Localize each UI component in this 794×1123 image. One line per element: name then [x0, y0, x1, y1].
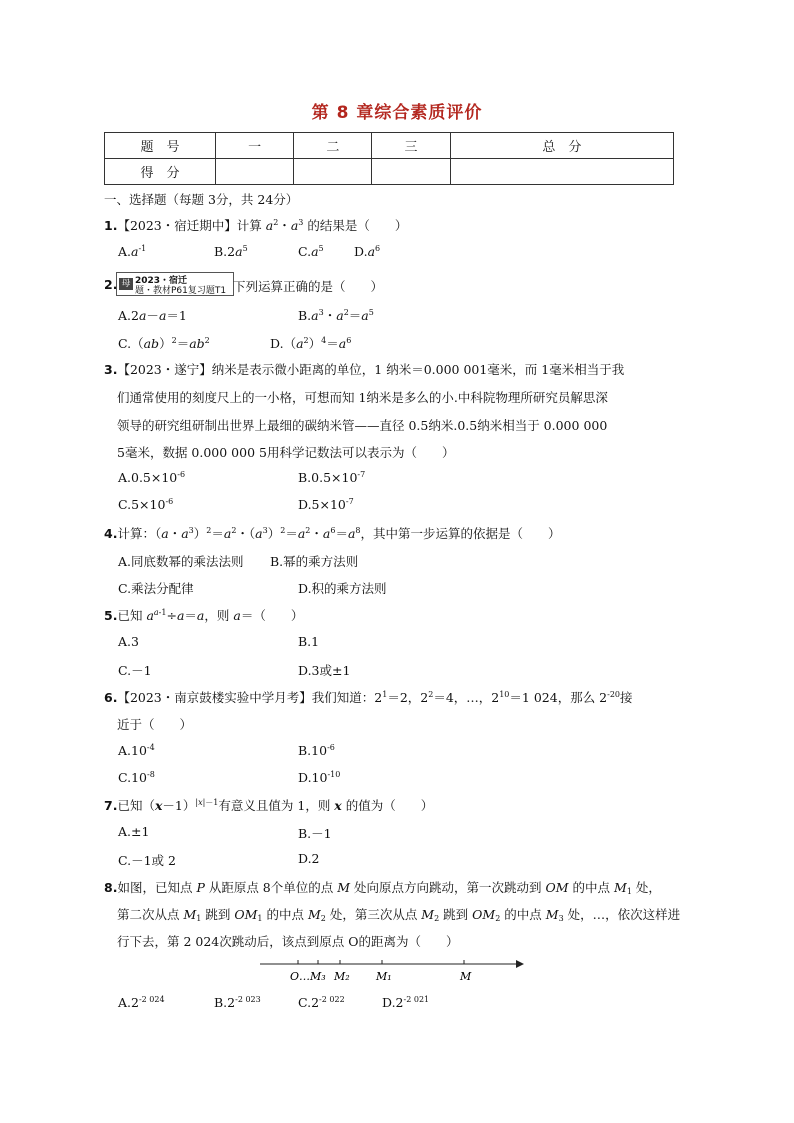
score-cell[interactable]: [450, 159, 673, 185]
question-8-line: 第二次从点 $M_1$ 跳到 $OM_1$ 的中点 $M_2$ 处，第三次从点 $M_2$ 跳到 $OM_2$ 的中点 $M_3$ 处，…，依次这样进: [117, 907, 681, 923]
option-c: C.－1或 2: [118, 853, 176, 868]
option-a: $A.a^{-1}$: [118, 244, 147, 259]
option-b: $B.10^{-6}$: [298, 743, 335, 758]
option-c: $C.5\times 10^{-6}$: [118, 497, 174, 512]
option-b: $B.2a^5$: [214, 244, 248, 259]
score-header-cell: 一: [216, 133, 294, 159]
arrow-head-icon: [516, 960, 524, 968]
question-3-line: 3.【2023・遂宁】纳米是表示微小距离的单位，1 纳米＝0.000 001毫米，而 1毫米相当于我: [104, 362, 625, 377]
label-m: M: [460, 970, 472, 983]
label-m1: M₁: [376, 970, 392, 983]
label-m2: M₂: [334, 970, 350, 983]
option-c: $C.(ab)^2=ab^2$: [118, 336, 210, 351]
option-a: A.2a－a＝1: [118, 308, 187, 323]
question-7: 7.已知$(x-1)^{|x|-1}$有意义且值为 1，则 x 的值为（ ）: [104, 798, 434, 813]
score-header-cell: 题 号: [105, 133, 216, 159]
option-c: $C.2^{-2 022}$: [298, 995, 345, 1010]
score-cell[interactable]: [216, 159, 294, 185]
question-8-line: 行下去，第 2 024次跳动后，该点到原点 O的距离为（ ）: [117, 934, 459, 949]
question-6-line-2: 近于（ ）: [117, 717, 193, 732]
option-b: $B.a^3$・$a^2=a^5$: [298, 308, 374, 323]
badge-line-2: 题・教材P61复习题T1: [135, 286, 227, 296]
score-row-label: 得 分: [105, 159, 216, 185]
score-header-cell: 三: [372, 133, 450, 159]
source-badge: [116, 272, 234, 296]
score-table: [104, 132, 674, 185]
option-c: $C.a^5$: [298, 244, 324, 259]
option-a: A.同底数幂的乘法法则: [118, 554, 244, 569]
option-c: C.－1: [118, 663, 152, 678]
option-b: B.－1: [298, 826, 332, 841]
option-c: C.乘法分配律: [118, 581, 194, 596]
question-3-line: 们通常使用的刻度尺上的一小格，可想而知 1纳米是多么的小.中科院物理所研究员解思深: [117, 390, 608, 405]
number-line-figure: [256, 952, 526, 986]
option-a: A.±1: [118, 824, 150, 839]
question-4: 4.计算：（a・$a^3)^2=a^2$・$(a^3)^2=a^2$・$a^6=a^8$，其中第一步运算的依据是（ ）: [104, 526, 561, 541]
option-d: $D.(a^2)^4=a^6$: [270, 336, 352, 351]
option-d: D.积的乘方法则: [298, 581, 387, 596]
question-number: 1.: [104, 218, 118, 233]
option-d: $D.10^{-10}$: [298, 770, 341, 785]
section-heading: 一、选择题（每题 3分，共 24分）: [104, 192, 299, 207]
option-a: $A.2^{-2 024}$: [118, 995, 165, 1010]
score-header-cell: 二: [294, 133, 372, 159]
badge-line-1: 2023・宿迁: [135, 276, 188, 286]
label-o-m3: O…M₃: [290, 970, 326, 983]
question-3-line: 领导的研究组研制出世界上最细的碳纳米管——直径 0.5纳米.0.5纳米相当于 0.000 000: [117, 418, 608, 433]
option-a: $A.10^{-4}$: [118, 743, 155, 758]
option-d: D.2: [298, 851, 320, 866]
option-b: $B.0.5\times 10^{-7}$: [298, 470, 366, 485]
question-text: 【2023・宿迁期中】计算: [117, 218, 266, 233]
option-a: A.3: [118, 634, 139, 649]
option-a: $A.0.5\times 10^{-6}$: [118, 470, 186, 485]
question-8-line: 8.如图，已知点 P 从距原点 8个单位的点 M 处向原点方向跳动，第一次跳动到 OM 的中点 $M_1$ 处，: [104, 880, 661, 896]
question-3-line: 5毫米，数据 0.000 000 5用科学记数法可以表示为（ ）: [117, 445, 455, 460]
score-cell[interactable]: [372, 159, 450, 185]
option-b: B.幂的乘方法则: [270, 554, 359, 569]
question-2-text: 下列运算正确的是（ ）: [233, 279, 384, 294]
score-header-row: [105, 133, 674, 159]
question-1: 1.【2023・宿迁期中】计算 $a^2$・$a^3$ 的结果是（ ）: [104, 218, 408, 233]
score-header-cell: 总 分: [450, 133, 673, 159]
option-d: $D.a^6$: [354, 244, 381, 259]
option-b: B.1: [298, 634, 320, 649]
question-5: 5.已知 $a^{a-1}\div a=a$，则 a＝（ ）: [104, 608, 304, 623]
question-6: 6.【2023・南京鼓楼实验中学月考】我们知道：$2^1=2$，$2^2=4$，…，$2^{10}=1$ 024，那么 $2^{-20}$接: [104, 690, 633, 705]
option-d: $D.5\times 10^{-7}$: [298, 497, 354, 512]
option-d: $D.2^{-2 021}$: [382, 995, 430, 1010]
question-2-number: 2.: [104, 277, 118, 292]
page-title: 第 8 章综合素质评价: [311, 103, 483, 123]
option-d: D.3或±1: [298, 663, 351, 678]
score-cell[interactable]: [294, 159, 372, 185]
option-b: $B.2^{-2 023}$: [214, 995, 261, 1010]
score-value-row: [105, 159, 674, 185]
question-text: 的结果是（ ）: [303, 218, 408, 233]
option-c: $C.10^{-8}$: [118, 770, 155, 785]
badge-mark: 母: [119, 278, 133, 290]
